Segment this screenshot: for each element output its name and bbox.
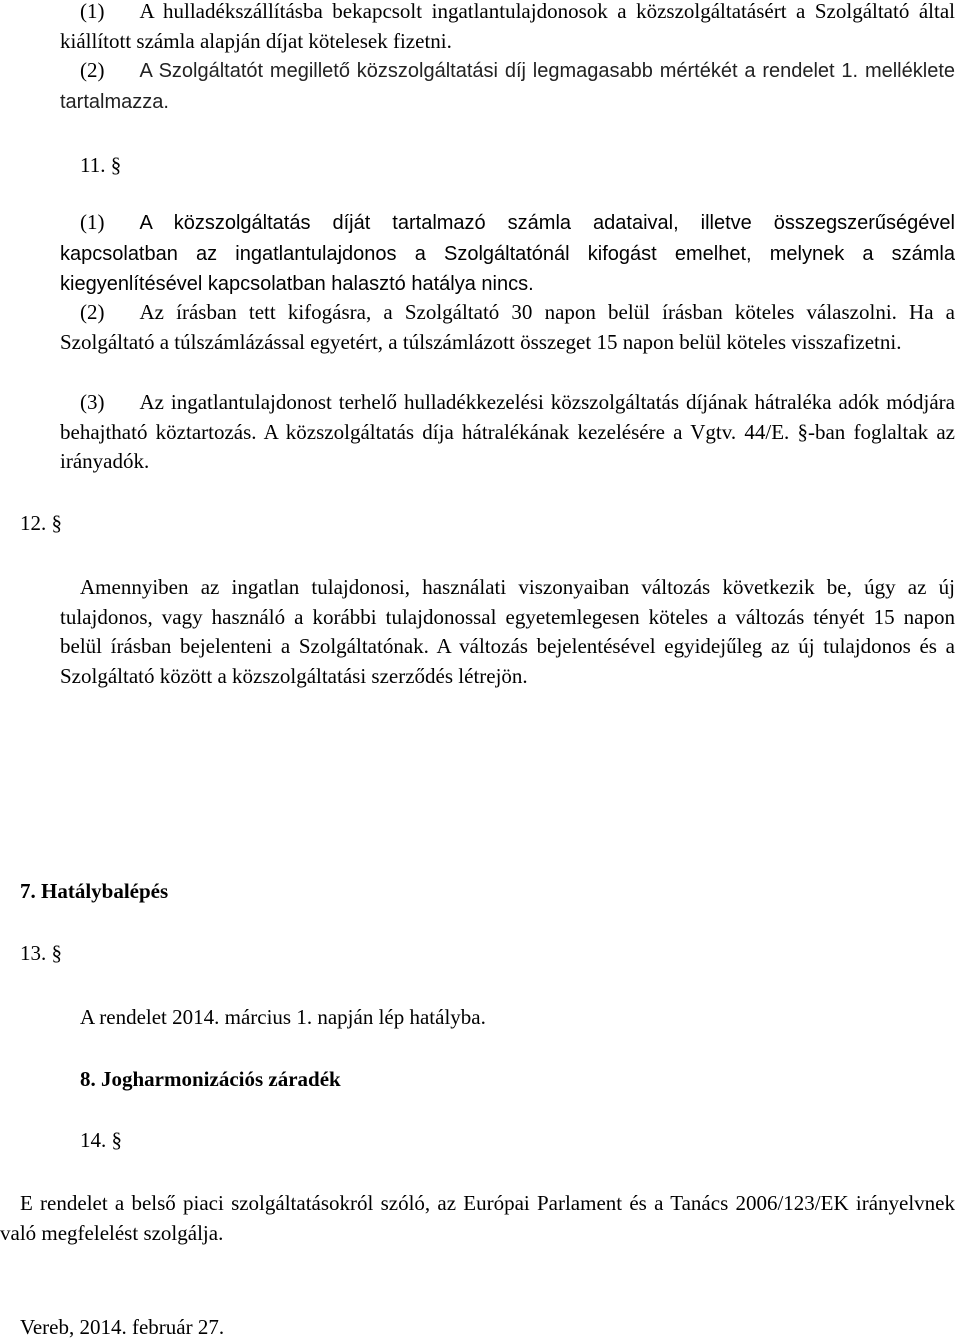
paragraph-13: A rendelet 2014. március 1. napján lép hatályba. xyxy=(80,1005,486,1029)
paragraph-12: Amennyiben az ingatlan tulajdonosi, használati viszonyaiban változás következik be, úgy az új tulajdonos, vagy használó a korábbi tulajdonossal egyetemlegesen köteles a változás tényét 15 napon belül írásban bejelenteni a Szolgáltatónak. A változás bejelentésével egyidejűleg az új tulajdonos és a Szolgáltató között a közszolgáltatási szerződés létrejön. xyxy=(60,575,955,689)
paragraph-number: (1) xyxy=(80,210,105,234)
place-date: Vereb, 2014. február 27. xyxy=(20,1315,225,1339)
paragraph-number: (2) xyxy=(80,300,105,324)
section-label-14: 14. § xyxy=(80,1128,122,1152)
paragraph-text: A Szolgáltatót megillető közszolgáltatási díj legmagasabb mértékét a rendelet 1. melléklete tartalmazza. xyxy=(60,60,955,113)
paragraph-text: A hulladékszállításba bekapcsolt ingatlantulajdonosok a közszolgáltatásért a Szolgáltató által kiállított számla alapján díjat kötelesek fizetni. xyxy=(60,0,955,53)
paragraph-text: Az ingatlantulajdonost terhelő hulladékkezelési közszolgáltatás díjának hátraléka adók módjára behajtható köztartozás. A közszolgáltatás díja hátralékának kezelésére a Vgtv. 44/E. §-ban foglaltak az irányadók. xyxy=(60,390,955,474)
paragraph-number: (3) xyxy=(80,390,105,414)
paragraph-11-2 xyxy=(60,298,955,357)
paragraph-11-1 xyxy=(60,208,955,300)
paragraph-top-1 xyxy=(60,0,955,56)
paragraph-text: A közszolgáltatás díját tartalmazó számla adataival, illetve összegszerűségével kapcsolatban az ingatlantulajdonos a Szolgáltatónál kifogást emelhet, melynek a számla kiegyenlítésével kapcsolatban halasztó hatálya nincs. xyxy=(60,212,955,296)
chapter-heading-7: 7. Hatálybalépés xyxy=(20,879,169,903)
paragraph-11-3 xyxy=(60,388,955,477)
paragraph-top-2 xyxy=(60,56,955,117)
paragraph-number: (1) xyxy=(80,0,105,23)
paragraph-text: Az írásban tett kifogásra, a Szolgáltató 30 napon belül írásban köteles válaszolni. Ha a Szolgáltató a túlszámlázással egyetért, a túlszámlázott összeget 15 napon belül köteles visszafizetni. xyxy=(60,300,955,354)
section-label-11: 11. § xyxy=(80,153,122,177)
paragraph-14: E rendelet a belső piaci szolgáltatásokról szóló, az Európai Parlament és a Tanács 2006/123/EK irányelvnek való megfelelést szolgálja. xyxy=(0,1191,955,1245)
section-label-13: 13. § xyxy=(20,941,62,965)
paragraph-number: (2) xyxy=(80,58,105,82)
section-label-12: 12. § xyxy=(20,511,62,535)
chapter-heading-8: 8. Jogharmonizációs záradék xyxy=(80,1067,341,1091)
